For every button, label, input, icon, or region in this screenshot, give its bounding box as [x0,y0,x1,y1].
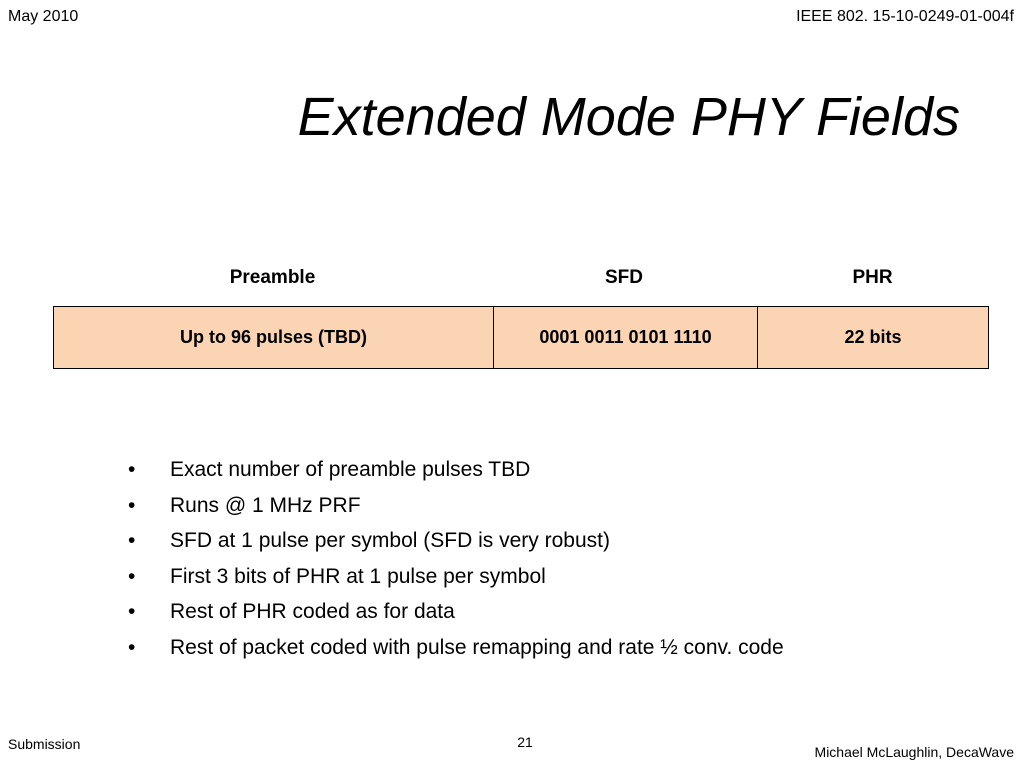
footer-author: Michael McLaughlin, DecaWave [814,744,1014,760]
bullet-item [128,559,784,595]
header-date: May 2010 [8,8,79,25]
slide-title: Extended Mode PHY Fields [297,87,960,148]
bullet-text: Runs @ 1 MHz PRF [170,493,361,517]
bullet-list [128,452,784,665]
header-doc-id: IEEE 802. 15-10-0249-01-004f [796,8,1014,25]
footer-submission: Submission [8,736,81,752]
bullet-text: First 3 bits of PHR at 1 pulse per symbol [170,564,546,588]
bullet-item [128,630,784,666]
field-label-phr: PHR [852,267,893,288]
field-label-preamble: Preamble [229,267,316,288]
bullet-item [128,452,784,488]
bullet-item [128,523,784,559]
field-label-sfd: SFD [605,267,643,288]
field-cell-phr: 22 bits [757,307,988,368]
bullet-dot-icon: • [128,635,136,659]
bullet-item [128,594,784,630]
bullet-text: Rest of packet coded with pulse remapping and rate ½ conv. code [170,635,784,659]
bullet-dot-icon: • [128,458,136,481]
bullet-text: Exact number of preamble pulses TBD [170,458,531,481]
phy-field-table [53,306,989,369]
footer-page-number: 21 [517,734,533,750]
bullet-dot-icon: • [128,529,136,552]
bullet-item [128,488,784,524]
field-cell-preamble: Up to 96 pulses (TBD) [179,327,367,347]
bullet-text: Rest of PHR coded as for data [170,600,455,623]
bullet-dot-icon: • [128,600,136,623]
bullet-dot-icon: • [128,564,136,588]
bullet-dot-icon: • [128,493,136,517]
field-cell-sfd: 0001 0011 0101 1110 [493,307,757,368]
bullet-text: SFD at 1 pulse per symbol (SFD is very robust) [170,529,610,552]
